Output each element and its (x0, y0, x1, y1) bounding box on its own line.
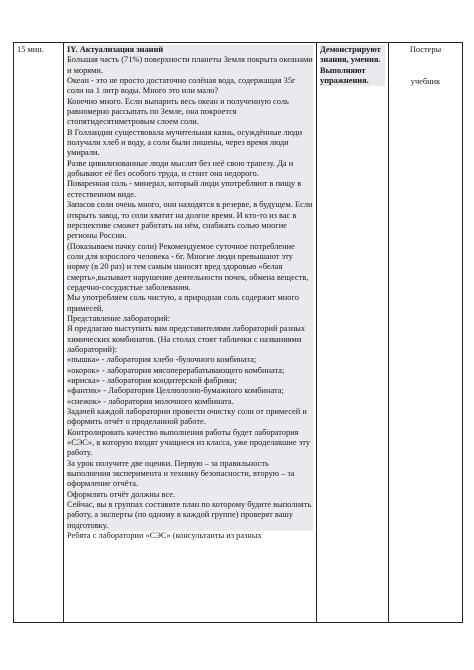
lesson-plan-table (13, 42, 463, 623)
paragraph: За урок получите две оценки. Первую – за правильность выполнения эксперимента и технику безопасности, вторую – за оформление отчёта. (67, 459, 313, 490)
resource-item: Постеры (409, 45, 442, 54)
paragraph: Ребята с лаборатории «СЭС» (консультанты из разных (67, 531, 262, 541)
paragraph: В Голландии существовала мучительная казнь, осуждённые люди получали хлеб и воду, а соли были лишены, через время люди умирали. (67, 128, 313, 159)
resources-cell (389, 43, 463, 623)
paragraph: Я предлагаю выступить вам представителями лабораторий разных химических комбинатов. (На столах стоят таблички с названиями лабораторий): (67, 324, 313, 355)
paragraph: «снежок» - лаборатория молочного комбината. (67, 397, 313, 407)
content-cell (64, 43, 317, 623)
paragraph: Задачей каждой лаборатории провести очистку соли от примесей и оформить отчёт о проделанной работе. (67, 407, 313, 428)
student-actions-cell (317, 43, 389, 623)
paragraph: Контролировать качество выполнения работы будет лаборатория «СЭС», в которую входят учащиеся из класса, уже проделавшие эту работу. (67, 428, 313, 459)
paragraph: Конечно много. Если выпарить весь океан и полученную соль равномерно рассыпать по Земле, она покроется стопятидесятиметровым слоем соли. (67, 97, 313, 128)
paragraph: Океан - это не просто достаточно солёная вода, содержащая 35г соли на 1 литр воды. Много это или мало? (67, 76, 313, 97)
student-actions-text: Демонстрируют знания, умения. Выполняют упражнения. (320, 45, 385, 86)
paragraph: Разве цивилизованные люди мыслят без неё свою трапезу. Да и добывают её без особого труда, и стоит она недорого. (67, 159, 313, 180)
duration-cell (14, 43, 64, 623)
resource-item: учебник (410, 77, 441, 87)
paragraph: Большая часть (71%) поверхности планеты Земля покрыта океанами и морями. (67, 55, 313, 75)
paragraph: Оформлять отчёт должны все. (67, 490, 313, 500)
paragraph: «ириска» - лаборатория кондитерской фабрики; (67, 376, 313, 386)
table-row (14, 43, 463, 623)
paragraph: Поваренная соль - минерал, который люди употребляют в пищу в естественном виде. (67, 179, 313, 200)
paragraph: «пышка» - лаборатория хлебо -булочного комбината; (67, 355, 313, 365)
paragraph: Мы употребляем соль чистую, а природная соль содержит много примесей. (67, 293, 313, 314)
paragraph: (Показываем пачку соли) Рекомендуемое суточное потребление соли для взрослого человека - 6г. Многие люди превышают эту норму (в 20 раз) и тем самым наносят вред здоровью «белая смерть»,вызывает нарушение деятельности почек, обмена веществ, сердечно-сосудистые заболевания. (67, 242, 313, 294)
stage-title: IY. Актуализация знаний (67, 45, 313, 55)
paragraph: «фантик» - Лаборатория Целлюлозно-бумажного комбината; (67, 386, 313, 396)
paragraph: Представление лабораторий: (67, 314, 313, 324)
paragraph: Запасов соли очень много, они находятся в резерве, в будущем. Если открыть завод, то соли хватит на долгое время. И кто-то из вас в перспективе сможет работать на нём, снабжать солью многие регионы России. (67, 200, 313, 241)
paragraph: «окорок» - лаборатория мясоперерабатывающего комбината; (67, 366, 313, 376)
duration-text: 15 мин. (17, 45, 44, 54)
paragraph: Сейчас, вы в группах составите план по которому будите выполнять работу, а эксперты (по одному в каждой группе) проверят вашу подготовку. (67, 500, 312, 530)
